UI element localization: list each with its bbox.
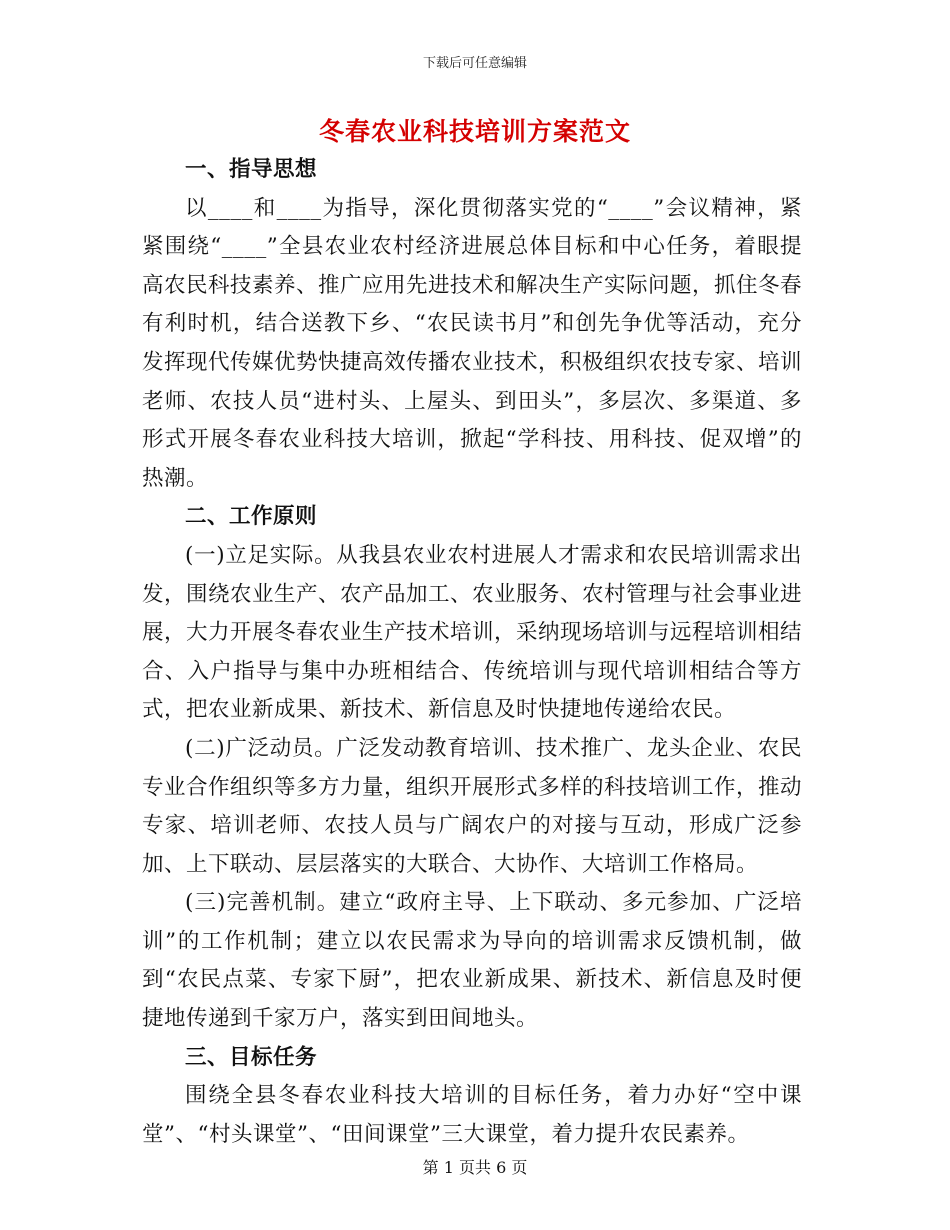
section-heading-work-principles: 二、工作原则 bbox=[185, 504, 318, 530]
section-heading-guiding-ideology: 一、指导思想 bbox=[185, 157, 318, 182]
paragraph-principle-1: (一)立足实际。从我县农业农村进展人才需求和农民培训需求出发，围绕农业生产、农产品加工、农业服务、农村管理与社会事业进展，大力开展冬春农业生产技术培训，采纳现场培训与远程培训相结合、入户指导与集中办班相结合、传统培训与现代培训相结合等方式，把农业新成果、新技术、新信息及时快捷地传递给农民。 bbox=[142, 542, 803, 723]
page-number-footer: 第 1 页共 6 页 bbox=[422, 1158, 528, 1177]
paragraph-guiding-ideology: 以____和____为指导，深化贯彻落实党的“____”会议精神，紧紧围绕“____”全县农业农村经济进展总体目标和中心任务，着眼提高农民科技素养、推广应用先进技术和解决生产实际问题，抓住冬春有利时机，结合送教下乡、“农民读书月”和创先争优等活动，充分发挥现代传媒优势快捷高效传播农业技术，积极组织农技专家、培训老师、农技人员“进村头、上屋头、到田头”，多层次、多渠道、多形式开展冬春农业科技大培训，掀起“学科技、用科技、促双增”的热潮。 bbox=[142, 195, 803, 491]
paragraph-principle-2: (二)广泛动员。广泛发动教育培训、技术推广、龙头企业、农民专业合作组织等多方力量，组织开展形式多样的科技培训工作，推动专家、培训老师、农技人员与广阔农户的对接与互动，形成广泛参加、上下联动、层层落实的大联合、大协作、大培训工作格局。 bbox=[142, 735, 803, 877]
section-heading-goals: 三、目标任务 bbox=[185, 1044, 318, 1070]
page-header-note: 下载后可任意编辑 bbox=[422, 56, 527, 71]
document-body bbox=[142, 151, 802, 1154]
paragraph-goals: 围绕全县冬春农业科技大培训的目标任务，着力办好“空中课堂”、“村头课堂”、“田间课堂”三大课堂，着力提升农民素养。 bbox=[142, 1083, 802, 1147]
paragraph-principle-3: (三)完善机制。建立“政府主导、上下联动、多元参加、广泛培训”的工作机制；建立以农民需求为导向的培训需求反馈机制，做到“农民点菜、专家下厨”，把农业新成果、新技术、新信息及时便捷地传递到千家万户，落实到田间地头。 bbox=[142, 890, 802, 1032]
document-title: 冬春农业科技培训方案范文 bbox=[318, 117, 631, 146]
